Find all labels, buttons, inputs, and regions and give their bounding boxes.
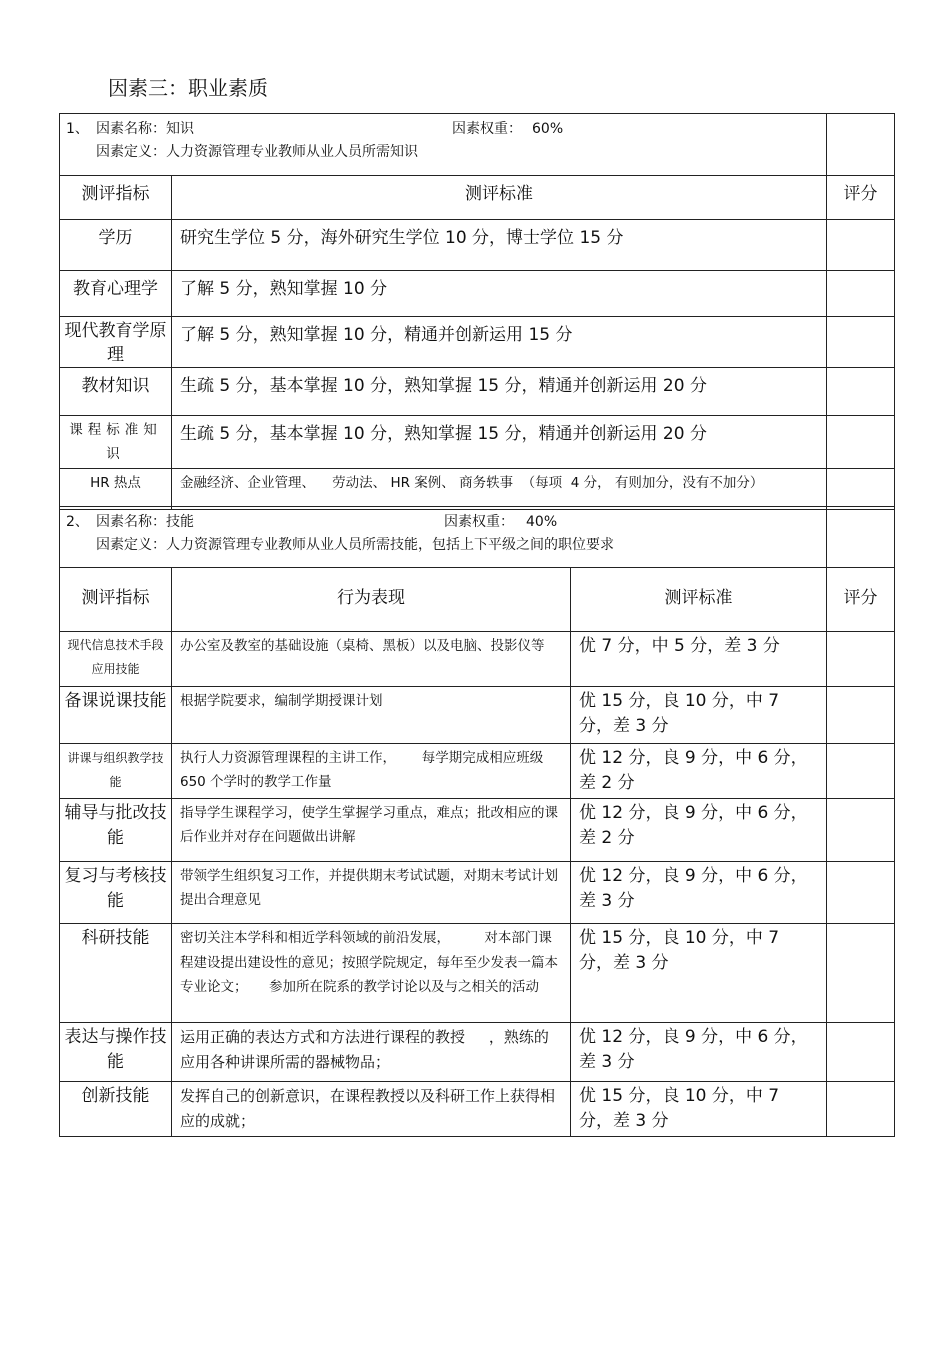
col-header-indicator: 测评指标 [60, 568, 172, 632]
row-standard: 了解 5 分，熟知掌握 10 分，精通并创新运用 15 分 [172, 317, 827, 368]
factor1-table [59, 113, 895, 510]
factor2-num: 2、 [66, 514, 89, 530]
row-behavior: 执行人力资源管理课程的主讲工作， 每学期完成相应班级 650 个学时的教学工作量 [172, 744, 571, 799]
factor2-def-label: 因素定义： [96, 537, 166, 553]
score-cell[interactable] [827, 862, 895, 924]
score-cell[interactable] [827, 744, 895, 799]
col-header-standard: 测评标准 [571, 568, 827, 632]
col-header-score: 评分 [827, 568, 895, 632]
table-row [60, 687, 895, 744]
factor1-weight-label: 因素权重： [452, 121, 522, 137]
row-standard: 生疏 5 分，基本掌握 10 分，熟知掌握 15 分，精通并创新运用 20 分 [172, 368, 827, 416]
row-indicator: 创新技能 [60, 1082, 172, 1137]
row-behavior: 指导学生课程学习，使学生掌握学习重点，难点；批改相应的课后作业并对存在问题做出讲解 [172, 799, 571, 862]
col-header-behavior: 行为表现 [172, 568, 571, 632]
row-indicator: 辅导与批改技能 [60, 799, 172, 862]
score-cell[interactable] [827, 799, 895, 862]
factor2-name-label: 因素名称： [96, 514, 166, 530]
table-row [60, 744, 895, 799]
factor1-name-label: 因素名称： [96, 121, 166, 137]
row-indicator: 复习与考核技能 [60, 862, 172, 924]
row-indicator: 现代信息技术手段应用技能 [60, 632, 172, 687]
row-standard: 优 15 分，良 10 分，中 7 分，差 3 分 [571, 924, 827, 1023]
factor2-header [60, 507, 827, 568]
row-indicator: 学历 [60, 220, 172, 271]
row-indicator: 讲课与组织教学技能 [60, 744, 172, 799]
row-behavior: 根据学院要求，编制学期授课计划 [172, 687, 571, 744]
score-cell[interactable] [827, 220, 895, 271]
table-row [60, 416, 895, 469]
score-cell[interactable] [827, 317, 895, 368]
factor2-name: 技能 [166, 514, 194, 530]
col-header-score: 评分 [827, 176, 895, 220]
row-standard: 生疏 5 分，基本掌握 10 分，熟知掌握 15 分，精通并创新运用 20 分 [172, 416, 827, 469]
row-standard: 优 7 分，中 5 分，差 3 分 [571, 632, 827, 687]
factor1-header-blank [827, 114, 895, 176]
row-indicator: 教育心理学 [60, 271, 172, 317]
col-header-standard: 测评标准 [172, 176, 827, 220]
row-indicator: HR 热点 [60, 469, 172, 510]
row-standard: 优 15 分，良 10 分，中 7 分，差 3 分 [571, 1082, 827, 1137]
score-cell[interactable] [827, 1082, 895, 1137]
table-row [60, 220, 895, 271]
row-standard: 优 12 分，良 9 分，中 6 分，差 3 分 [571, 1023, 827, 1082]
factor1-header [60, 114, 827, 176]
table-row [60, 924, 895, 1023]
score-cell[interactable] [827, 368, 895, 416]
row-standard: 优 12 分，良 9 分，中 6 分，差 2 分 [571, 799, 827, 862]
row-behavior: 密切关注本学科和相近学科领域的前沿发展， 对本部门课程建设提出建设性的意见；按照学院规定，每年至少发表一篇本专业论文； 参加所在院系的教学讨论以及与之相关的活动 [172, 924, 571, 1023]
score-cell[interactable] [827, 1023, 895, 1082]
row-indicator: 科研技能 [60, 924, 172, 1023]
factor2-header-blank [827, 507, 895, 568]
factor2-weight-label: 因素权重： [444, 514, 514, 530]
score-cell[interactable] [827, 469, 895, 510]
row-standard: 优 15 分，良 10 分，中 7 分，差 3 分 [571, 687, 827, 744]
factor1-weight: 60% [532, 121, 564, 137]
row-indicator: 现代教育学原理 [60, 317, 172, 368]
table-row [60, 271, 895, 317]
row-indicator: 表达与操作技能 [60, 1023, 172, 1082]
table-row [60, 1082, 895, 1137]
page-title: 因素三：职业素质 [108, 76, 268, 100]
row-standard: 优 12 分，良 9 分，中 6 分，差 2 分 [571, 744, 827, 799]
row-indicator: 备课说课技能 [60, 687, 172, 744]
row-behavior: 办公室及教室的基础设施（桌椅、黑板）以及电脑、投影仪等 [172, 632, 571, 687]
factor2-header-table [59, 506, 895, 568]
table-row [60, 799, 895, 862]
row-behavior: 运用正确的表达方式和方法进行课程的教授 ，熟练的应用各种讲课所需的器械物品； [172, 1023, 571, 1082]
score-cell[interactable] [827, 687, 895, 744]
row-indicator: 课程标准知识 [60, 416, 172, 469]
table-row [60, 862, 895, 924]
row-indicator: 教材知识 [60, 368, 172, 416]
factor1-def-label: 因素定义： [96, 144, 166, 160]
table-row [60, 469, 895, 510]
row-behavior: 发挥自己的创新意识，在课程教授以及科研工作上获得相应的成就； [172, 1082, 571, 1137]
factor1-definition: 人力资源管理专业教师从业人员所需知识 [166, 144, 418, 160]
table-row [60, 632, 895, 687]
row-behavior: 带领学生组织复习工作，并提供期末考试试题，对期末考试计划提出合理意见 [172, 862, 571, 924]
factor1-name: 知识 [166, 121, 194, 137]
score-cell[interactable] [827, 416, 895, 469]
score-cell[interactable] [827, 632, 895, 687]
row-standard: 研究生学位 5 分，海外研究生学位 10 分，博士学位 15 分 [172, 220, 827, 271]
row-standard: 了解 5 分，熟知掌握 10 分 [172, 271, 827, 317]
row-standard: 金融经济、企业管理、 劳动法、 HR 案例、 商务轶事 （每项 4 分， 有则加分，没有不加分） [172, 469, 827, 510]
factor1-num: 1、 [66, 121, 89, 137]
table-row [60, 368, 895, 416]
score-cell[interactable] [827, 271, 895, 317]
factor2-table [59, 567, 895, 1137]
col-header-indicator: 测评指标 [60, 176, 172, 220]
table-row [60, 317, 895, 368]
score-cell[interactable] [827, 924, 895, 1023]
row-standard: 优 12 分，良 9 分，中 6 分，差 3 分 [571, 862, 827, 924]
table-row [60, 1023, 895, 1082]
factor2-weight: 40% [526, 514, 558, 530]
factor2-definition: 人力资源管理专业教师从业人员所需技能，包括上下平级之间的职位要求 [166, 537, 614, 553]
